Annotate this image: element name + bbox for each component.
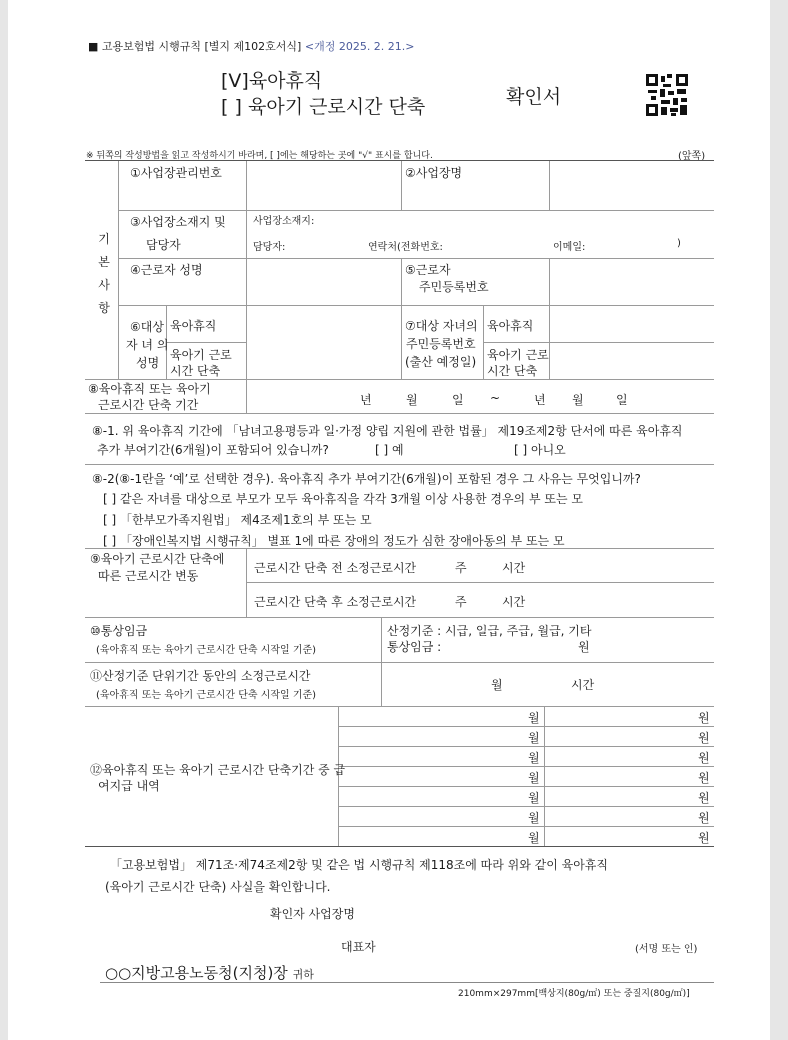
email-close-paren: ) <box>677 238 681 249</box>
work-hours-field[interactable]: 시간 <box>571 678 595 692</box>
payment-amount-field[interactable]: 원 <box>698 791 710 805</box>
hours-change-label-2: 따른 근로시간 변동 <box>98 569 199 583</box>
child-name-reduce-label: 육아기 근로 <box>170 348 232 362</box>
divider <box>549 161 550 211</box>
divider <box>338 826 714 827</box>
business-name-label: ②사업장명 <box>405 166 463 180</box>
divider <box>118 305 714 306</box>
period-field[interactable] <box>248 381 714 413</box>
business-name-field[interactable] <box>551 162 713 210</box>
hours-before-field[interactable]: 시간 <box>502 561 526 575</box>
hours-after-field[interactable]: 시간 <box>502 595 526 609</box>
contact-field-label[interactable]: 연락처(전화번호: <box>368 242 443 253</box>
divider <box>166 342 246 343</box>
payment-month-field[interactable]: 월 <box>528 751 540 765</box>
payment-month-field[interactable]: 월 <box>528 791 540 805</box>
divider <box>246 161 247 413</box>
footer-divider <box>100 982 714 983</box>
child-name-reduce-label-2: 시간 단축 <box>170 364 221 378</box>
confirmer-label: 확인자 사업장명 <box>270 907 355 921</box>
wage-label-2: (육아휴직 또는 육아기 근로시간 단축 시작일 기준) <box>96 645 317 656</box>
front-side-label: (앞쪽) <box>678 151 706 162</box>
period-label-2: 근로시간 단축 기간 <box>98 398 199 412</box>
title-label-reduce: 육아기 근로시간 단축 <box>248 96 426 118</box>
business-number-field[interactable] <box>248 162 400 210</box>
payment-month-field[interactable]: 월 <box>528 711 540 725</box>
form-reference-text: ■ 고용보험법 시행규칙 [별지 제102호서식] <box>88 40 302 53</box>
child-name-label-3: 성명 <box>136 356 160 370</box>
payment-amount-field[interactable]: 원 <box>698 751 710 765</box>
confirmation-text: 「고용보험법」 제71조·제74조제2항 및 같은 법 시행규칙 제118조에 따라 위와 같이 육아휴직 <box>110 858 608 872</box>
divider <box>338 746 714 747</box>
divider <box>246 582 714 583</box>
address-manager-label-2: 담당자 <box>146 238 181 252</box>
child-id-label-2: 주민등록번호 <box>406 337 476 351</box>
payment-month-field[interactable]: 월 <box>528 731 540 745</box>
title-label-leave: 육아휴직 <box>248 70 323 92</box>
child-name-leave-field[interactable] <box>248 307 400 342</box>
payment-month-field[interactable]: 월 <box>528 831 540 845</box>
address-field-label[interactable]: 사업장소재지: <box>253 216 315 227</box>
child-id-reduce-label: 육아기 근로 <box>487 348 549 362</box>
divider <box>483 342 714 343</box>
divider <box>118 210 714 211</box>
work-hours-label-2: (육아휴직 또는 육아기 근로시간 단축 시작일 기준) <box>96 690 317 701</box>
q8-2-question: ⑧-2(⑧-1란을 ‘예’로 선택한 경우). 육아휴직 추가 부여기간(6개월)이 포함된 경우 그 사유는 무엇입니까? <box>92 472 641 486</box>
hours-after-label: 근로시간 단축 후 소정근로시간 <box>254 595 417 609</box>
child-id-reduce-field[interactable] <box>551 344 713 379</box>
payment-amount-field[interactable]: 원 <box>698 731 710 745</box>
divider <box>85 662 714 663</box>
hours-after-week: 주 <box>455 595 467 609</box>
divider <box>85 464 714 465</box>
hours-before-week: 주 <box>455 561 467 575</box>
group-label-char: 사 <box>98 278 110 292</box>
ordinary-wage-label: 통상임금 : <box>387 640 442 654</box>
end-day-unit: 일 <box>616 393 628 407</box>
payments-label-2: 여지급 내역 <box>98 779 160 793</box>
confirmation-text-2: (육아기 근로시간 단축) 사실을 확인합니다. <box>105 880 331 894</box>
divider <box>549 259 550 379</box>
divider <box>338 806 714 807</box>
group-label-char: 본 <box>98 255 110 269</box>
worker-name-label: ④근로자 성명 <box>130 263 203 277</box>
group-label-char: 기 <box>98 232 110 246</box>
divider <box>85 413 714 414</box>
period-separator: ~ <box>490 391 501 405</box>
q8-1-text-2: 추가 부여기간(6개월)이 포함되어 있습니까? <box>97 443 329 457</box>
worker-id-label-2: 주민등록번호 <box>419 280 489 294</box>
divider <box>118 258 714 259</box>
group-label-char: 항 <box>98 301 110 315</box>
q8-1-yes-checkbox[interactable]: [ ] 예 <box>375 443 404 457</box>
divider <box>381 618 382 706</box>
divider <box>338 786 714 787</box>
period-label: ⑧육아휴직 또는 육아기 <box>88 382 211 396</box>
title-option-reduce[interactable] <box>221 92 425 119</box>
child-id-reduce-label-2: 시간 단축 <box>487 364 538 378</box>
signature-field[interactable]: (서명 또는 인) <box>635 944 698 955</box>
basic-info-group-label <box>97 228 111 320</box>
divider <box>544 707 545 846</box>
representative-label: 대표자 <box>341 940 376 954</box>
child-name-label-2: 자 녀 의 <box>126 338 169 352</box>
start-month-unit: 월 <box>406 393 418 407</box>
child-id-leave-field[interactable] <box>551 307 713 342</box>
divider <box>118 161 119 379</box>
start-day-unit: 일 <box>452 393 464 407</box>
divider <box>85 617 714 618</box>
worker-id-label: ⑤근로자 <box>405 263 451 277</box>
q8-2-option-2[interactable]: [ ] 「한부모가족지원법」 제4조제1호의 부 또는 모 <box>103 513 372 527</box>
payment-amount-field[interactable]: 원 <box>698 711 710 725</box>
child-id-label-3: (출산 예정일) <box>405 355 477 369</box>
payment-amount-field[interactable]: 원 <box>698 831 710 845</box>
worker-id-field[interactable] <box>551 260 713 305</box>
business-number-label: ①사업장관리번호 <box>130 166 222 180</box>
work-hours-month[interactable]: 월 <box>491 678 503 692</box>
address-manager-label: ③사업장소재지 및 <box>130 215 226 229</box>
q8-2-option-1[interactable]: [ ] 같은 자녀를 대상으로 부모가 모두 육아휴직을 각각 3개월 이상 사용한 경우의 부 또는 모 <box>103 492 583 506</box>
divider <box>338 726 714 727</box>
form-reference <box>88 38 415 54</box>
divider <box>483 306 484 379</box>
divider <box>338 766 714 767</box>
recipient-suffix: 귀하 <box>292 968 314 981</box>
email-field-label[interactable]: 이메일: <box>553 242 586 253</box>
work-hours-label: ⑪산정기준 단위기간 동안의 소정근로시간 <box>90 669 311 683</box>
title-option-leave[interactable] <box>221 66 322 93</box>
title-checkbox-leave[interactable]: [V] <box>221 70 249 92</box>
recipient-name: ○○지방고용노동청(지청)장 <box>105 964 288 982</box>
worker-name-field[interactable] <box>248 260 400 305</box>
qr-code-icon <box>646 74 688 116</box>
wage-basis-options[interactable]: 산정기준 : 시급, 일급, 주급, 월급, 기타 <box>387 624 592 638</box>
divider <box>401 259 402 379</box>
q8-1-text: ⑧-1. 위 육아휴직 기간에 「남녀고용평등과 일·가정 양립 지원에 관한 법률」 제19조제2항 단서에 따른 육아휴직 <box>92 424 683 438</box>
q8-2-option-3[interactable]: [ ] 「장애인복지법 시행규칙」 별표 1에 따른 장애의 정도가 심한 장애아동의 부 또는 모 <box>103 534 565 548</box>
payment-month-field[interactable]: 월 <box>528 771 540 785</box>
instructions-notice: ※ 뒤쪽의 작성방법을 읽고 작성하시기 바라며, [ ]에는 해당하는 곳에 "√" 표시를 합니다. <box>86 151 433 161</box>
hours-before-label: 근로시간 단축 전 소정근로시간 <box>254 561 417 575</box>
payment-amount-field[interactable]: 원 <box>698 771 710 785</box>
payment-amount-field[interactable]: 원 <box>698 811 710 825</box>
divider <box>246 549 247 617</box>
divider <box>85 706 714 707</box>
payments-label: ⑫육아휴직 또는 육아기 근로시간 단축기간 중 급 <box>90 763 346 777</box>
wage-label: ⑩통상임금 <box>90 624 148 638</box>
manager-field-label[interactable]: 담당자: <box>253 242 286 253</box>
child-name-label: ⑥대상 <box>130 320 164 334</box>
hours-change-label: ⑨육아기 근로시간 단축에 <box>90 552 225 566</box>
ordinary-wage-field[interactable]: 원 <box>578 640 590 654</box>
q8-1-no-checkbox[interactable]: [ ] 아니오 <box>514 443 566 457</box>
end-year-unit: 년 <box>534 393 546 407</box>
title-checkbox-reduce[interactable]: [ ] <box>221 96 242 118</box>
revision-date: <개정 2025. 2. 21.> <box>304 40 415 53</box>
divider <box>85 846 714 847</box>
divider <box>401 161 402 211</box>
form-page <box>8 0 770 1040</box>
child-name-leave-label: 육아휴직 <box>170 319 217 333</box>
child-name-reduce-field[interactable] <box>248 344 400 379</box>
end-month-unit: 월 <box>572 393 584 407</box>
child-id-leave-label: 육아휴직 <box>487 319 534 333</box>
recipient <box>105 962 314 983</box>
start-year-unit: 년 <box>360 393 372 407</box>
table-top-border <box>85 160 714 161</box>
paper-spec: 210mm×297mm[백상지(80g/㎡) 또는 중질지(80g/㎡)] <box>458 989 690 999</box>
title-suffix: 확인서 <box>506 86 562 108</box>
payment-month-field[interactable]: 월 <box>528 811 540 825</box>
child-id-label: ⑦대상 자녀의 <box>405 319 478 333</box>
